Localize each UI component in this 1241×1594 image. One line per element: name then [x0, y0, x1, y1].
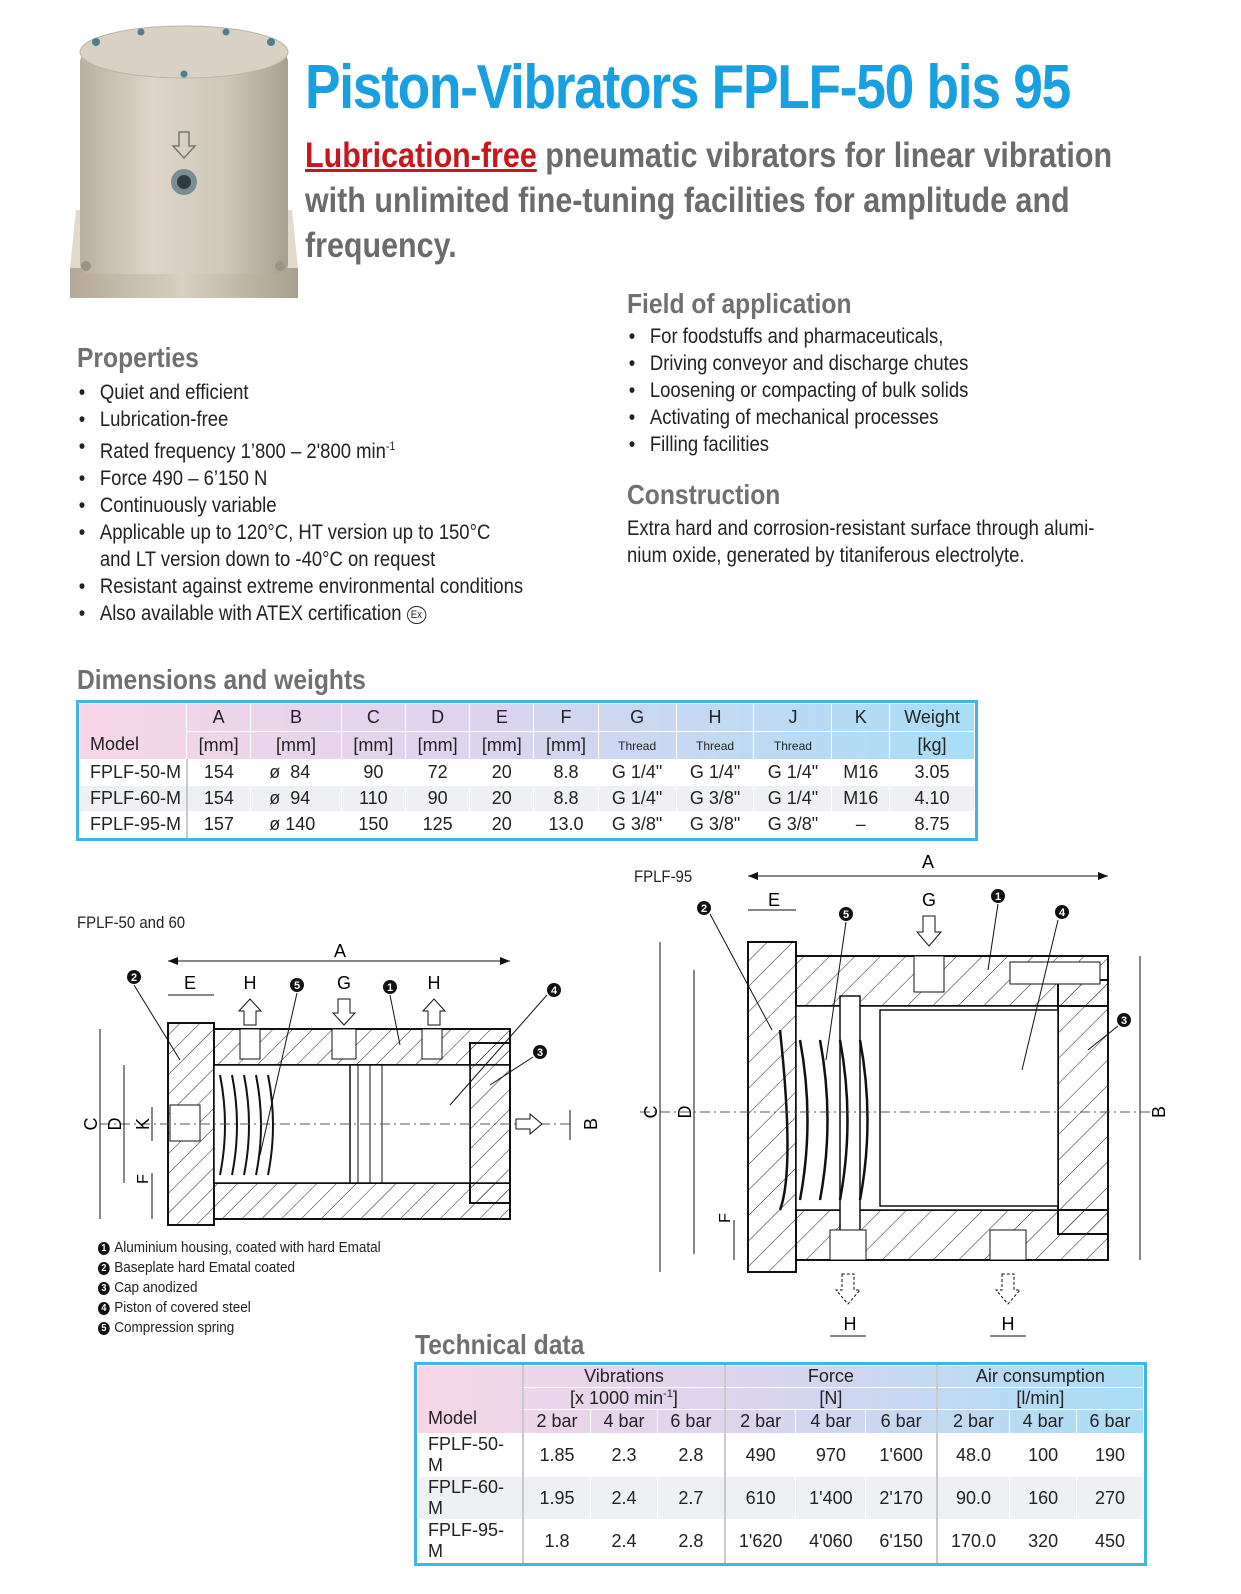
table-cell: G 1/4" [676, 760, 754, 786]
table-cell: 2.8 [657, 1434, 725, 1477]
dim-label-h: H [427, 973, 441, 993]
pressure-header: 2 bar [937, 1410, 1010, 1434]
table-cell: G 1/4" [754, 760, 832, 786]
column-header: C [341, 704, 405, 732]
column-unit: [mm] [187, 732, 251, 760]
dim-label-c: C [641, 1105, 661, 1119]
marker-3: 3 [1120, 1015, 1128, 1027]
dim-label-f: F [135, 1174, 152, 1184]
pressure-header: 2 bar [523, 1410, 591, 1434]
atex-ex-icon: Ex [407, 606, 426, 624]
table-row [80, 786, 975, 812]
table-cell: 1.8 [523, 1520, 591, 1563]
marker-5: 5 [842, 909, 850, 921]
table-cell: 125 [405, 812, 469, 838]
list-item: • Quiet and efficient [77, 379, 579, 406]
table-cell: 20 [470, 786, 534, 812]
dim-label-f: F [717, 1213, 734, 1223]
column-unit: Thread [676, 732, 754, 760]
pressure-header: 4 bar [591, 1410, 658, 1434]
marker-1: 1 [386, 982, 394, 994]
subtitle-text: pneumatic vibrators for linear vibration with unlimited fine-tuning facilities for amplitude and frequency. [305, 136, 1113, 265]
column-unit: Thread [754, 732, 832, 760]
column-unit: [kg] [890, 732, 975, 760]
table-cell: 6'150 [866, 1520, 937, 1563]
list-item: • Loosening or compacting of bulk solids [627, 377, 1120, 404]
table-cell: 154 [187, 786, 251, 812]
table-cell: 8.8 [534, 760, 598, 786]
subtitle-highlight: Lubrication-free [305, 136, 537, 175]
table-cell: 450 [1077, 1520, 1144, 1563]
group-header: Air consumption [937, 1366, 1144, 1388]
pressure-header: 2 bar [725, 1410, 796, 1434]
dim-label-h: H [1001, 1314, 1015, 1334]
properties-heading: Properties [77, 342, 199, 373]
table-cell: 72 [405, 760, 469, 786]
marker-2: 2 [130, 972, 138, 984]
table-cell: 3.05 [890, 760, 975, 786]
table-cell: M16 [832, 760, 890, 786]
group-header: Force [725, 1366, 937, 1388]
marker-4: 4 [550, 985, 558, 997]
table-cell: 20 [470, 812, 534, 838]
group-unit: [l/min] [937, 1388, 1144, 1410]
table-cell: G 3/8" [754, 812, 832, 838]
column-unit: [mm] [251, 732, 342, 760]
table-cell: 2.4 [591, 1477, 658, 1520]
legend-item: 5 Compression spring [98, 1318, 381, 1338]
table-cell: 970 [796, 1434, 866, 1477]
column-header: A [187, 704, 251, 732]
column-header: H [676, 704, 754, 732]
pressure-header: 4 bar [796, 1410, 866, 1434]
table-cell: 190 [1077, 1434, 1144, 1477]
dim-label-g: G [336, 973, 352, 993]
table-cell: 320 [1010, 1520, 1077, 1563]
group-unit: [x 1000 $\min^{-1}$] [523, 1388, 725, 1410]
table-cell: G 3/8" [676, 812, 754, 838]
table-row [80, 760, 975, 786]
list-item: • Driving conveyor and discharge chutes [627, 350, 1120, 377]
table-cell: 2'170 [866, 1477, 937, 1520]
drawing-fplf-95 [630, 850, 1175, 1340]
table-cell: 490 [725, 1434, 796, 1477]
dim-label-b: B [581, 1117, 601, 1131]
list-item: • Activating of mechanical processes [627, 404, 1120, 431]
superscript: -1 [385, 439, 396, 453]
table-cell: 2.3 [591, 1434, 658, 1477]
column-header: Weight [890, 704, 975, 732]
table-cell: 48.0 [937, 1434, 1010, 1477]
pressure-header: 6 bar [866, 1410, 937, 1434]
column-unit [832, 732, 890, 760]
technical-table [417, 1365, 1144, 1563]
column-header: K [832, 704, 890, 732]
table-row [418, 1520, 1144, 1563]
column-header: D [405, 704, 469, 732]
marker-3: 3 [536, 1047, 544, 1059]
table-cell: G 1/4" [598, 786, 676, 812]
column-header: G [598, 704, 676, 732]
marker-4: 4 [1058, 907, 1066, 919]
table-cell: 1'600 [866, 1434, 937, 1477]
table-cell: 154 [187, 760, 251, 786]
column-unit: [mm] [534, 732, 598, 760]
dim-label-d: D [675, 1105, 695, 1119]
table-cell: 8.8 [534, 786, 598, 812]
construction-heading: Construction [627, 479, 781, 510]
pressure-header: 6 bar [1077, 1410, 1144, 1434]
table-cell: 1.95 [523, 1477, 591, 1520]
page-subtitle [305, 133, 1175, 268]
table-cell: 13.0 [534, 812, 598, 838]
column-unit: [mm] [470, 732, 534, 760]
table-cell: 4'060 [796, 1520, 866, 1563]
dim-label-d: D [105, 1117, 125, 1131]
table-cell: 150 [341, 812, 405, 838]
dim-label-k: K [133, 1117, 153, 1131]
table-row [418, 1434, 1144, 1477]
dim-label-e: E [767, 890, 781, 910]
table-cell: ø 84 [251, 760, 342, 786]
table-cell: 610 [725, 1477, 796, 1520]
dim-label-h: H [243, 973, 257, 993]
table-cell: FPLF-50-M [80, 760, 187, 786]
column-unit: [mm] [341, 732, 405, 760]
application-list [627, 323, 1120, 458]
table-cell: 157 [187, 812, 251, 838]
table-cell: 170.0 [937, 1520, 1010, 1563]
table-cell: ø 94 [251, 786, 342, 812]
column-header: B [251, 704, 342, 732]
dim-label-c: C [81, 1117, 101, 1131]
table-cell: FPLF-60-M [80, 786, 187, 812]
legend-item: 2 Baseplate hard Ematal coated [98, 1258, 381, 1278]
technical-data-heading: Technical data [415, 1329, 585, 1360]
group-unit: [N] [725, 1388, 937, 1410]
table-cell: 2.8 [657, 1520, 725, 1563]
list-item: • Continuously variable [77, 492, 579, 519]
drawing-caption-left: FPLF-50 and 60 [77, 913, 186, 932]
dimensions-table [79, 703, 975, 838]
column-header: Model [80, 704, 187, 760]
technical-table-frame [414, 1362, 1147, 1566]
table-cell: 8.75 [890, 812, 975, 838]
page-title: Piston-Vibrators FPLF-50 bis 95 [305, 53, 1070, 122]
table-cell: 2.7 [657, 1477, 725, 1520]
table-cell: – [832, 812, 890, 838]
column-unit: [mm] [405, 732, 469, 760]
dim-label-h: H [843, 1314, 857, 1334]
table-cell: 110 [341, 786, 405, 812]
legend-item: 3 Cap anodized [98, 1278, 381, 1298]
column-header: Model [418, 1366, 524, 1434]
field-of-application-heading: Field of application [627, 288, 852, 319]
table-cell: 1'400 [796, 1477, 866, 1520]
marker-1: 1 [994, 891, 1002, 903]
column-unit: Thread [598, 732, 676, 760]
column-header: J [754, 704, 832, 732]
drawing-caption-right: FPLF-95 [634, 867, 693, 886]
table-cell: 90.0 [937, 1477, 1010, 1520]
table-cell: M16 [832, 786, 890, 812]
table-cell: FPLF-60-M [418, 1477, 524, 1520]
pressure-header: 6 bar [657, 1410, 725, 1434]
group-header: Vibrations [523, 1366, 725, 1388]
list-item: • Force 490 – 6’150 N [77, 465, 579, 492]
list-item: • Also available with ATEX certification Ex [77, 600, 579, 627]
drawing-fplf-50-60 [70, 935, 610, 1235]
column-header: F [534, 704, 598, 732]
table-cell: G 3/8" [598, 812, 676, 838]
table-cell: 270 [1077, 1477, 1144, 1520]
product-photo [66, 22, 302, 304]
dim-label-g: G [921, 890, 937, 910]
table-cell: G 3/8" [676, 786, 754, 812]
dimensions-heading: Dimensions and weights [77, 664, 366, 695]
list-item: • Resistant against extreme environmental conditions [77, 573, 579, 600]
list-item: • Rated frequency 1’800 – 2'800 $\min^{-1}$ [77, 433, 579, 465]
properties-list [77, 379, 579, 627]
table-cell: 100 [1010, 1434, 1077, 1477]
drawing-legend [98, 1238, 381, 1338]
table-cell: 160 [1010, 1477, 1077, 1520]
legend-item: 1 Aluminium housing, coated with hard Ematal [98, 1238, 381, 1258]
table-cell: 90 [405, 786, 469, 812]
dimensions-table-frame [76, 700, 978, 841]
table-cell: 2.4 [591, 1520, 658, 1563]
list-item: • Filling facilities [627, 431, 1120, 458]
table-cell: 90 [341, 760, 405, 786]
table-cell: FPLF-95-M [80, 812, 187, 838]
table-cell: 20 [470, 760, 534, 786]
pressure-header: 4 bar [1010, 1410, 1077, 1434]
legend-item: 4 Piston of covered steel [98, 1298, 381, 1318]
list-item: • Lubrication-free [77, 406, 579, 433]
dim-label-e: E [183, 973, 197, 993]
table-cell: FPLF-95-M [418, 1520, 524, 1563]
table-cell: FPLF-50-M [418, 1434, 524, 1477]
marker-2: 2 [700, 903, 708, 915]
construction-text: Extra hard and corrosion-resistant surface through alumi-nium oxide, generated by titaniferous electrolyte. [627, 517, 1095, 567]
table-cell: 1.85 [523, 1434, 591, 1477]
table-cell: ø 140 [251, 812, 342, 838]
list-item: • For foodstuffs and pharmaceuticals, [627, 323, 1120, 350]
column-header: E [470, 704, 534, 732]
table-cell: G 1/4" [598, 760, 676, 786]
table-row [418, 1477, 1144, 1520]
dim-label-a: A [921, 852, 935, 872]
table-cell: 4.10 [890, 786, 975, 812]
dim-label-b: B [1149, 1105, 1169, 1119]
table-row [80, 812, 975, 838]
list-item: • Applicable up to 120°C, HT version up to 150°C and LT version down to -40°C on request [77, 519, 522, 573]
table-cell: 1'620 [725, 1520, 796, 1563]
dim-label-a: A [333, 941, 347, 961]
table-cell: G 1/4" [754, 786, 832, 812]
marker-5: 5 [293, 980, 301, 992]
